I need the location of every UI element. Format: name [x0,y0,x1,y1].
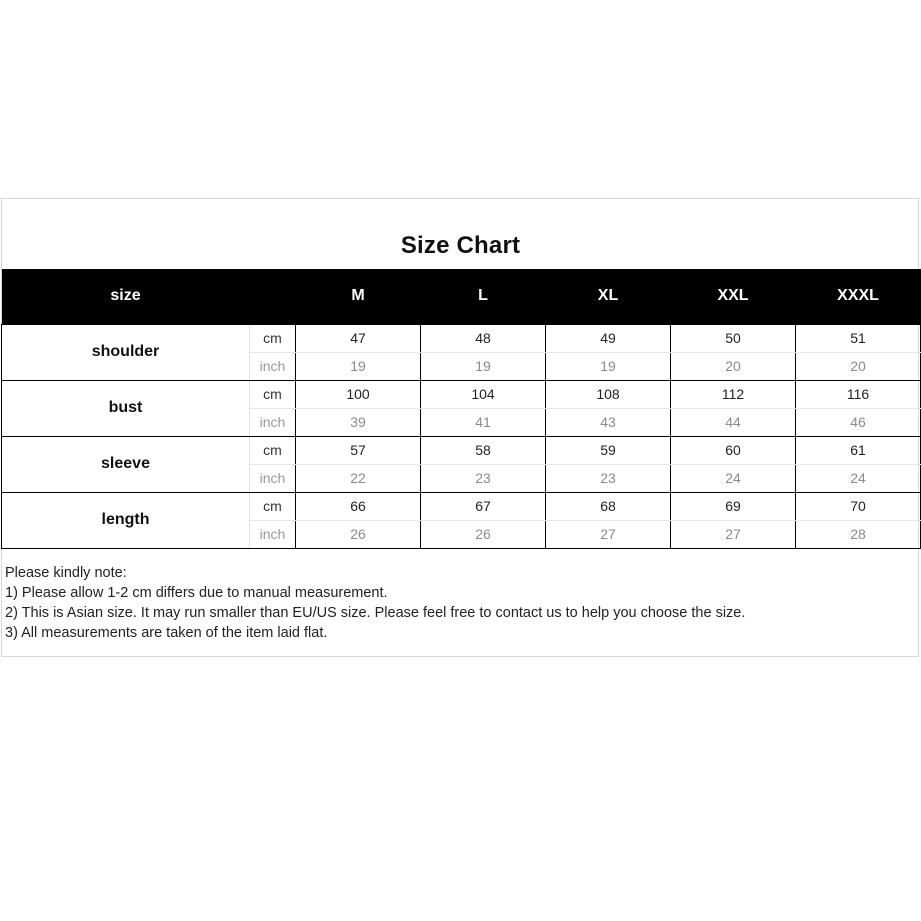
cm-value: 48 [421,324,546,352]
inch-value: 46 [796,408,921,436]
inch-value: 23 [546,464,671,492]
note-3: 3) All measurements are taken of the item laid flat. [5,625,328,641]
unit-inch-label: inch [250,520,296,548]
table-row [2,380,921,408]
unit-cm-label: cm [250,380,296,408]
unit-inch-label: inch [250,352,296,380]
unit-cm-label: cm [250,324,296,352]
inch-value: 44 [671,408,796,436]
cm-value: 68 [546,492,671,520]
size-table [1,269,921,549]
unit-inch-label: inch [250,408,296,436]
inch-value: 27 [671,520,796,548]
header-row [2,269,921,324]
cm-value: 50 [671,324,796,352]
measure-name: shoulder [2,324,250,380]
cm-value: 58 [421,436,546,464]
cm-value: 67 [421,492,546,520]
inch-value: 43 [546,408,671,436]
cm-value: 51 [796,324,921,352]
cm-value: 116 [796,380,921,408]
cm-value: 69 [671,492,796,520]
note-heading: Please kindly note: [5,565,127,581]
cm-value: 112 [671,380,796,408]
cm-value: 59 [546,436,671,464]
inch-value: 27 [546,520,671,548]
unit-cm-label: cm [250,436,296,464]
inch-value: 28 [796,520,921,548]
inch-value: 19 [296,352,421,380]
inch-value: 24 [671,464,796,492]
size-header-xxxl: XXXL [796,269,921,324]
measure-name: length [2,492,250,548]
table-row [2,436,921,464]
measure-name: bust [2,380,250,436]
inch-value: 22 [296,464,421,492]
size-header-xl: XL [546,269,671,324]
inch-value: 19 [546,352,671,380]
table-row [2,492,921,520]
inch-value: 26 [296,520,421,548]
table-row [2,324,921,352]
note-2: 2) This is Asian size. It may run smaller than EU/US size. Please feel free to contact us to help you choose the size. [5,605,746,621]
size-header-m: M [296,269,421,324]
cm-value: 66 [296,492,421,520]
size-header-l: L [421,269,546,324]
note-1: 1) Please allow 1-2 cm differs due to manual measurement. [5,585,388,601]
cm-value: 100 [296,380,421,408]
inch-value: 23 [421,464,546,492]
notes [5,563,745,643]
cm-value: 57 [296,436,421,464]
cm-value: 60 [671,436,796,464]
inch-value: 41 [421,408,546,436]
inch-value: 20 [796,352,921,380]
unit-cm-label: cm [250,492,296,520]
inch-value: 26 [421,520,546,548]
measure-name: sleeve [2,436,250,492]
header-spacer [250,269,296,324]
cm-value: 61 [796,436,921,464]
inch-value: 19 [421,352,546,380]
size-label: size [2,269,250,324]
chart-title: Size Chart [400,232,521,259]
size-header-xxl: XXL [671,269,796,324]
cm-value: 104 [421,380,546,408]
inch-value: 39 [296,408,421,436]
cm-value: 70 [796,492,921,520]
cm-value: 49 [546,324,671,352]
cm-value: 47 [296,324,421,352]
inch-value: 24 [796,464,921,492]
cm-value: 108 [546,380,671,408]
unit-inch-label: inch [250,464,296,492]
inch-value: 20 [671,352,796,380]
